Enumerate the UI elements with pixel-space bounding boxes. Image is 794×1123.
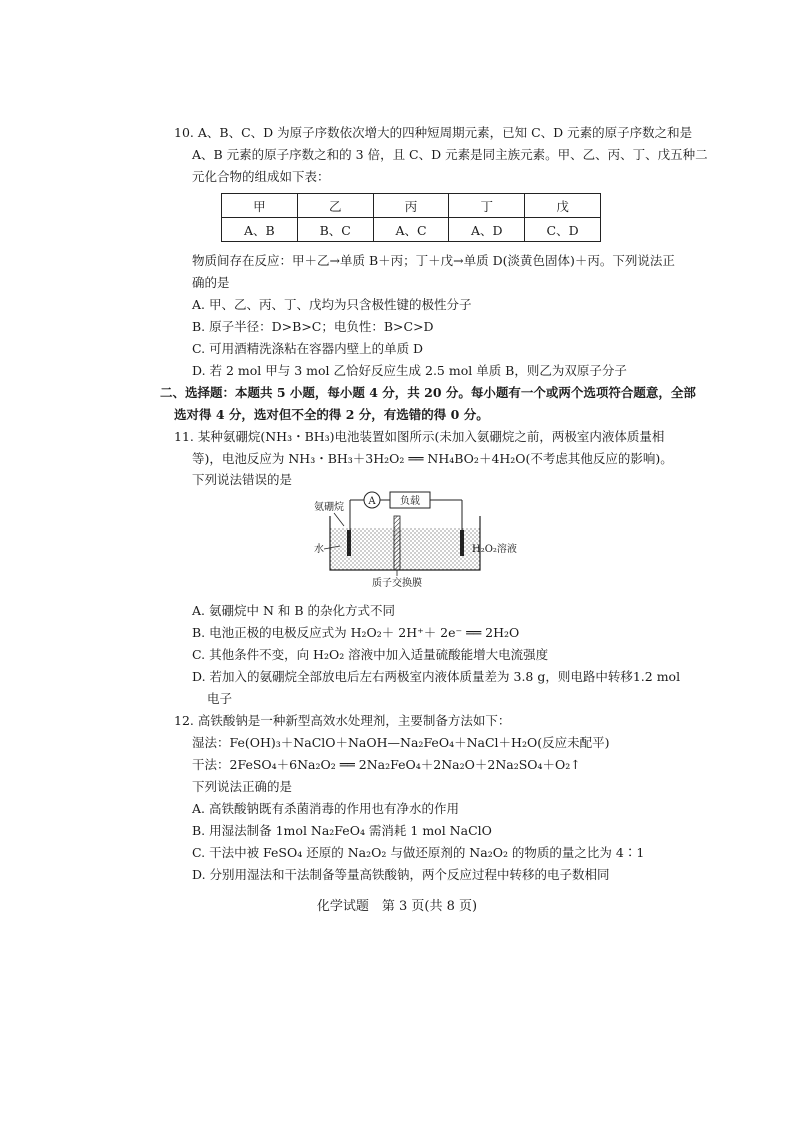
- membrane-icon: [394, 516, 400, 570]
- electrolyte-fill: [330, 528, 480, 570]
- table-cell: A、C: [373, 218, 449, 242]
- q10-option-b: B. 原子半径：D>B>C；电负性：B>C>D: [192, 319, 434, 334]
- table-cell: A、D: [449, 218, 525, 242]
- q10-question-line: 确的是: [192, 275, 230, 290]
- q11-option-a: A. 氨硼烷中 N 和 B 的杂化方式不同: [192, 603, 395, 618]
- q11-option-b: B. 电池正极的电极反应式为 H₂O₂＋ 2H⁺＋ 2e⁻ ══ 2H₂O: [192, 625, 520, 640]
- q10-option-c: C. 可用酒精洗涤粘在容器内壁上的单质 D: [192, 341, 424, 356]
- load-label: 负载: [400, 496, 420, 507]
- q12-stem-line-1: 12. 高铁酸钠是一种新型高效水处理剂，主要制备方法如下：: [174, 713, 511, 728]
- table-row: [222, 218, 601, 242]
- table-cell: 丁: [449, 194, 525, 218]
- table-cell: 戊: [525, 194, 601, 218]
- page-footer: 化学试题 第 3 页(共 8 页): [316, 899, 478, 914]
- left-electrode: [347, 530, 351, 556]
- table-cell: 乙: [297, 194, 373, 218]
- battery-diagram: [300, 486, 530, 592]
- q12-option-d: D. 分别用湿法和干法制备等量高铁酸钠，两个反应过程中转移的电子数相同: [192, 867, 610, 882]
- ammeter-label: A: [368, 496, 376, 507]
- q12-wet-method: 湿法：Fe(OH)₃＋NaClO＋NaOH—Na₂FeO₄＋NaCl＋H₂O(反应未配平): [192, 735, 610, 750]
- q11-option-c: C. 其他条件不变，向 H₂O₂ 溶液中加入适量硫酸能增大电流强度: [192, 647, 549, 662]
- q10-stem-line-2: A、B 元素的原子序数之和的 3 倍，且 C、D 元素是同主族元素。甲、乙、丙、丁、戊五种二: [192, 147, 708, 162]
- q11-stem-line-2: 等)，电池反应为 NH₃・BH₃＋3H₂O₂ ══ NH₄BO₂＋4H₂O(不考虑其他反应的影响)。: [192, 451, 673, 466]
- q12-option-c: C. 干法中被 FeSO₄ 还原的 Na₂O₂ 与做还原剂的 Na₂O₂ 的物质的量之比为 4∶1: [192, 845, 645, 860]
- q12-dry-method: 干法：2FeSO₄＋6Na₂O₂ ══ 2Na₂FeO₄＋2Na₂O＋2Na₂SO₄＋O₂↑: [192, 757, 581, 772]
- q10-option-a: A. 甲、乙、丙、丁、戊均为只含极性键的极性分子: [192, 297, 472, 312]
- q11-option-d: D. 若加入的氨硼烷全部放电后左右两极室内液体质量差为 3.8 g，则电路中转移1.2 mol: [192, 669, 681, 684]
- table-cell: A、B: [222, 218, 298, 242]
- q10-option-d: D. 若 2 mol 甲与 3 mol 乙恰好反应生成 2.5 mol 单质 B，则乙为双原子分子: [192, 363, 627, 378]
- ammonia-borane-label: 氨硼烷: [314, 502, 344, 513]
- membrane-label: 质子交换膜: [372, 578, 422, 589]
- q12-question-line: 下列说法正确的是: [192, 779, 293, 794]
- q10-composition-table: [221, 193, 601, 242]
- section2-heading: 二、选择题：本题共 5 小题，每小题 4 分，共 20 分。每小题有一个或两个选项符合题意，全部: [160, 385, 696, 400]
- table-cell: 甲: [222, 194, 298, 218]
- q11-stem-line-1: 11. 某种氨硼烷(NH₃・BH₃)电池装置如图所示(未加入氨硼烷之前，两极室内液体质量相: [174, 429, 665, 444]
- q11-stem-line-3: 下列说法错误的是: [192, 472, 293, 487]
- right-electrode: [460, 530, 464, 556]
- table-cell: 丙: [373, 194, 449, 218]
- table-cell: B、C: [297, 218, 373, 242]
- q11-option-d-cont: 电子: [207, 691, 233, 706]
- section2-heading-cont: 选对得 4 分，选对但不全的得 2 分，有选错的得 0 分。: [174, 407, 489, 422]
- table-header-row: [222, 194, 601, 218]
- q10-stem-line-3: 元化合物的组成如下表：: [192, 169, 330, 184]
- q10-stem-line-1: 10. A、B、C、D 为原子序数依次增大的四种短周期元素，已知 C、D 元素的原子序数之和是: [174, 125, 693, 140]
- table-cell: C、D: [525, 218, 601, 242]
- q12-option-b: B. 用湿法制备 1mol Na₂FeO₄ 需消耗 1 mol NaClO: [192, 823, 492, 838]
- q10-reaction-line: 物质间存在反应：甲＋乙→单质 B＋丙；丁＋戊→单质 D(淡黄色固体)＋丙。下列说法正: [192, 253, 675, 268]
- h2o2-label: H₂O₂溶液: [472, 544, 517, 555]
- water-label: 水: [314, 544, 324, 555]
- q12-option-a: A. 高铁酸钠既有杀菌消毒的作用也有净水的作用: [192, 801, 459, 816]
